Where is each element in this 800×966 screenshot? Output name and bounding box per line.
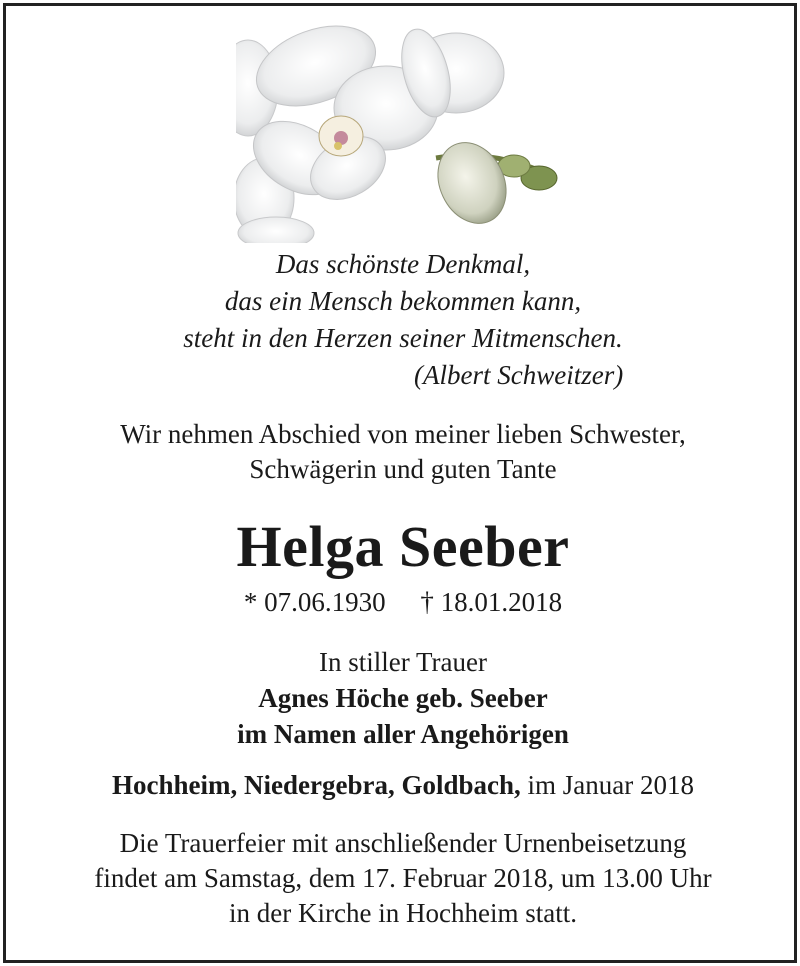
quote-line: Das schönste Denkmal, xyxy=(275,249,531,279)
service-line: in der Kirche in Hochheim statt. xyxy=(229,898,577,928)
funeral-service xyxy=(6,826,800,931)
month-year: im Januar 2018 xyxy=(520,770,694,800)
quote-line: steht in den Herzen seiner Mitmenschen. xyxy=(183,323,623,353)
mourners xyxy=(6,644,800,752)
place-date xyxy=(6,770,800,801)
birth-date: * 07.06.1930 xyxy=(243,587,386,617)
intro-text xyxy=(6,417,800,487)
mourner-name: Agnes Höche geb. Seeber xyxy=(258,683,548,713)
quote xyxy=(6,246,800,357)
places: Hochheim, Niedergebra, Goldbach, xyxy=(112,770,521,800)
intro-line: Schwägerin und guten Tante xyxy=(249,454,557,484)
deceased-name: Helga Seeber xyxy=(236,514,570,579)
obituary-frame xyxy=(3,3,797,963)
quote-author: (Albert Schweitzer) xyxy=(414,360,624,390)
mourning-phrase: In stiller Trauer xyxy=(319,647,487,677)
death-date: † 18.01.2018 xyxy=(420,587,563,617)
orchid-image xyxy=(236,18,571,243)
service-line: Die Trauerfeier mit anschließender Urnenbeisetzung xyxy=(119,828,687,858)
quote-line: das ein Mensch bekommen kann, xyxy=(224,286,582,316)
mourner-family: im Namen aller Angehörigen xyxy=(237,719,569,749)
intro-line: Wir nehmen Abschied von meiner lieben Schwester, xyxy=(120,419,686,449)
service-line: findet am Samstag, dem 17. Februar 2018, um 13.00 Uhr xyxy=(94,863,712,893)
life-dates xyxy=(6,587,800,618)
